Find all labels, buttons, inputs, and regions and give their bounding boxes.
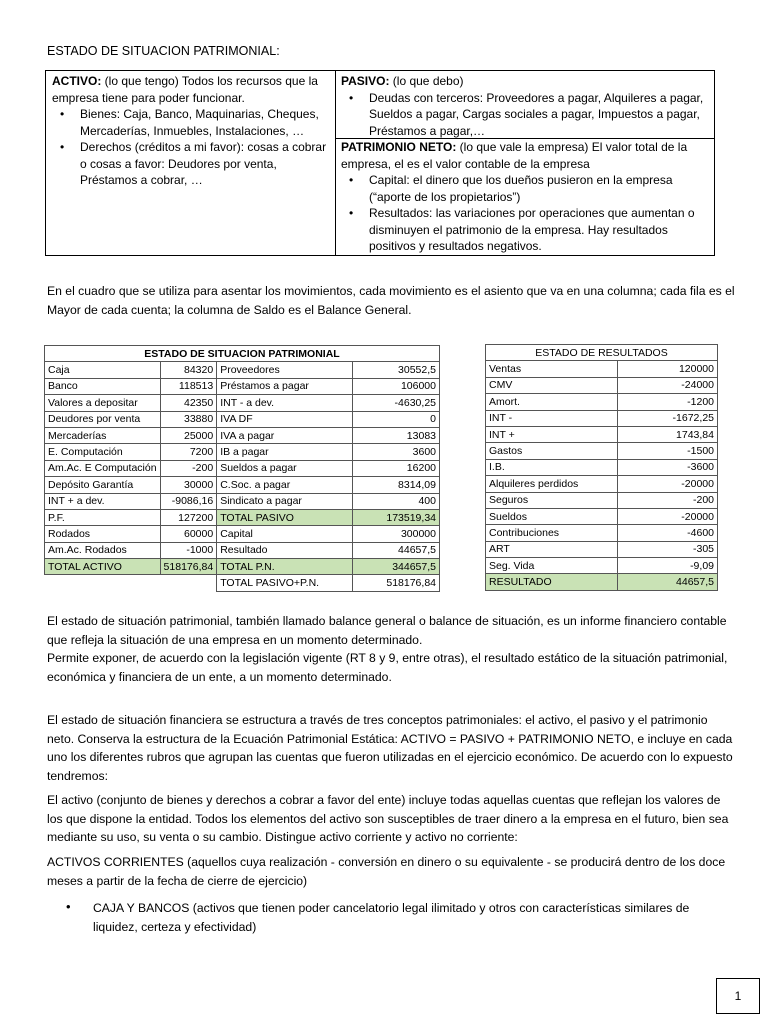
table-row <box>45 427 440 443</box>
account-name: TOTAL P.N. <box>217 559 352 575</box>
account-value: 300000 <box>352 526 439 542</box>
account-name: Depósito Garantía <box>45 477 161 493</box>
table-row <box>45 444 440 460</box>
account-value: 60000 <box>160 526 217 542</box>
table-row <box>45 411 440 427</box>
account-name: E. Computación <box>45 444 161 460</box>
result-name: CMV <box>486 377 618 393</box>
account-name: Am.Ac. E Computación <box>45 460 161 476</box>
table-row <box>486 508 718 524</box>
result-name: INT + <box>486 426 618 442</box>
account-value: 42350 <box>160 395 217 411</box>
balance-title: ESTADO DE SITUACION PATRIMONIAL <box>45 346 440 362</box>
table-row <box>486 410 718 426</box>
activo-cell <box>52 73 332 189</box>
account-value: -4630,25 <box>352 395 439 411</box>
account-name: IVA a pagar <box>217 427 352 443</box>
account-name: Resultado <box>217 542 352 558</box>
result-name: Ventas <box>486 361 618 377</box>
table-divider-vertical <box>335 71 336 255</box>
result-name: Amort. <box>486 394 618 410</box>
account-name: TOTAL PASIVO <box>217 509 352 525</box>
pasivo-title: PASIVO: <box>341 74 390 88</box>
patrimonio-item-capital: • Capital: el dinero que los dueños pusieron en la empresa (“aporte de los propietarios”) <box>341 172 711 205</box>
result-value: -4600 <box>617 525 717 541</box>
document-heading: ESTADO DE SITUACION PATRIMONIAL: <box>47 44 280 58</box>
account-name: Préstamos a pagar <box>217 378 352 394</box>
balance-sheet-table <box>44 345 440 592</box>
result-value: -305 <box>617 541 717 557</box>
account-value: 400 <box>352 493 439 509</box>
table-row <box>486 361 718 377</box>
account-value: 518176,84 <box>160 559 217 575</box>
result-value: 1743,84 <box>617 426 717 442</box>
account-value: 30000 <box>160 477 217 493</box>
paragraph-activo: El activo (conjunto de bienes y derechos a cobrar a favor del ente) incluye todas aquellas cuentas que reflejan los valores de los que dispone la entidad. Todos los elementos del activo son susceptibles de traer dinero a la empresa en el futuro, bien sea mediante su uso, su venta o su cambio. Distingue activo corriente y activo no corriente: <box>47 793 729 844</box>
account-value <box>160 575 217 591</box>
result-name: ART <box>486 541 618 557</box>
result-value: -24000 <box>617 377 717 393</box>
result-value: -9,09 <box>617 558 717 574</box>
table-row <box>486 426 718 442</box>
account-value: 84320 <box>160 362 217 378</box>
account-name: Rodados <box>45 526 161 542</box>
table-row <box>45 575 440 591</box>
table-row <box>486 541 718 557</box>
account-name: IVA DF <box>217 411 352 427</box>
result-value: -1200 <box>617 394 717 410</box>
result-value: -20000 <box>617 476 717 492</box>
account-value: 16200 <box>352 460 439 476</box>
table-row <box>486 459 718 475</box>
table-row <box>45 542 440 558</box>
account-value: 25000 <box>160 427 217 443</box>
account-value: 127200 <box>160 509 217 525</box>
activo-item-bienes: • Bienes: Caja, Banco, Maquinarias, Cheques, Mercaderías, Inmuebles, Instalaciones, … <box>52 106 332 139</box>
account-value: 344657,5 <box>352 559 439 575</box>
pasivo-intro: (lo que debo) <box>389 74 464 88</box>
account-value: 118513 <box>160 378 217 394</box>
table-row <box>45 477 440 493</box>
account-name: Sueldos a pagar <box>217 460 352 476</box>
result-name: RESULTADO <box>486 574 618 590</box>
table-row <box>45 395 440 411</box>
account-name: Sindicato a pagar <box>217 493 352 509</box>
account-value: 518176,84 <box>352 575 439 591</box>
pasivo-cell <box>341 73 711 139</box>
result-value: 120000 <box>617 361 717 377</box>
account-value: 0 <box>352 411 439 427</box>
paragraph-legislacion: Permite exponer, de acuerdo con la legislación vigente (RT 8 y 9, entre otras), el resultado estático de la situación patrimonial, económica y financiera de un ente, a un momento determinado. <box>47 651 728 684</box>
table-row <box>45 460 440 476</box>
account-name: INT - a dev. <box>217 395 352 411</box>
result-name: Contribuciones <box>486 525 618 541</box>
bullet-caja-bancos: CAJA Y BANCOS (activos que tienen poder cancelatorio legal ilimitado y otros con características similares de liquidez, certeza y efectividad) <box>93 901 690 934</box>
table-row <box>45 362 440 378</box>
account-name: TOTAL PASIVO+P.N. <box>217 575 352 591</box>
result-name: Alquileres perdidos <box>486 476 618 492</box>
result-name: Gastos <box>486 443 618 459</box>
results-title: ESTADO DE RESULTADOS <box>486 345 718 361</box>
account-value: 44657,5 <box>352 542 439 558</box>
result-name: I.B. <box>486 459 618 475</box>
account-name: IB a pagar <box>217 444 352 460</box>
pasivo-item-deudas: • Deudas con terceros: Proveedores a pagar, Alquileres a pagar, Sueldos a pagar, Cargas sociales a pagar, Impuestos a pagar, Préstamos a pagar,… <box>341 90 711 140</box>
account-name: Deudores por venta <box>45 411 161 427</box>
table-row <box>486 443 718 459</box>
patrimonio-item-resultados: • Resultados: las variaciones por operaciones que aumentan o disminuyen el patrimonio de la empresa. Hay resultados positivos y resultados negativos. <box>341 205 711 255</box>
account-value: 8314,09 <box>352 477 439 493</box>
result-name: INT - <box>486 410 618 426</box>
table-row <box>486 525 718 541</box>
summary-table <box>45 70 715 256</box>
account-value: -9086,16 <box>160 493 217 509</box>
result-value: -200 <box>617 492 717 508</box>
account-value: 173519,34 <box>352 509 439 525</box>
result-value: -1672,25 <box>617 410 717 426</box>
bullet-icon: • <box>66 899 71 914</box>
account-name <box>45 575 161 591</box>
account-name: TOTAL ACTIVO <box>45 559 161 575</box>
table-row <box>45 559 440 575</box>
account-name: Banco <box>45 378 161 394</box>
account-value: 13083 <box>352 427 439 443</box>
account-name: INT + a dev. <box>45 493 161 509</box>
table-row <box>45 378 440 394</box>
table-row <box>486 492 718 508</box>
account-name: Capital <box>217 526 352 542</box>
table-row <box>45 509 440 525</box>
table-row <box>486 377 718 393</box>
account-value: 106000 <box>352 378 439 394</box>
patrimonio-title: PATRIMONIO NETO: <box>341 140 457 154</box>
account-value: 3600 <box>352 444 439 460</box>
result-name: Seg. Vida <box>486 558 618 574</box>
account-value: 33880 <box>160 411 217 427</box>
table-row <box>486 574 718 590</box>
account-value: -1000 <box>160 542 217 558</box>
account-name: Mercaderías <box>45 427 161 443</box>
account-name: Caja <box>45 362 161 378</box>
account-value: 30552,5 <box>352 362 439 378</box>
income-statement-table <box>485 344 718 591</box>
result-value: -20000 <box>617 508 717 524</box>
table-row <box>45 493 440 509</box>
table-row <box>45 526 440 542</box>
patrimonio-cell <box>341 139 711 255</box>
result-value: 44657,5 <box>617 574 717 590</box>
account-value: 7200 <box>160 444 217 460</box>
activo-item-derechos: • Derechos (créditos a mi favor): cosas a cobrar o cosas a favor: Deudores por venta, Préstamos a cobrar, … <box>52 139 332 189</box>
result-name: Seguros <box>486 492 618 508</box>
table-row <box>486 394 718 410</box>
account-name: Am.Ac. Rodados <box>45 542 161 558</box>
account-name: P.F. <box>45 509 161 525</box>
activo-intro: (lo que tengo) Todos los recursos que la empresa tiene para poder funcionar. <box>52 74 318 105</box>
paragraph-estructura: El estado de situación financiera se estructura a través de tres conceptos patrimoniales: el activo, el pasivo y el patrimonio neto. Conserva la estructura de la Ecuación Patrimonial Estática: ACTIVO = PASIVO + PATRIMONIO NETO, e incluye en cada uno los diferentes rubros que agrupan las cuentas que fueron utilizadas en el ejercicio económico. De acuerdo con lo expuesto tendremos: <box>47 713 733 783</box>
table-row <box>486 558 718 574</box>
page-number: 1 <box>716 978 760 1014</box>
account-name: Proveedores <box>217 362 352 378</box>
paragraph-activos-corrientes: ACTIVOS CORRIENTES (aquellos cuya realización - conversión en dinero o su equivalente - se producirá dentro de los doce meses a partir de la fecha de cierre de ejercicio) <box>47 855 726 888</box>
paragraph-definicion: El estado de situación patrimonial, también llamado balance general o balance de situación, es un informe financiero contable que refleja la situación de una empresa en un momento determinado. <box>47 614 727 647</box>
result-name: Sueldos <box>486 508 618 524</box>
result-value: -3600 <box>617 459 717 475</box>
account-value: -200 <box>160 460 217 476</box>
account-name: Valores a depositar <box>45 395 161 411</box>
table-row <box>486 476 718 492</box>
activo-title: ACTIVO: <box>52 74 102 88</box>
patrimonio-intro: (lo que vale la empresa) El valor total de la empresa, el es el valor contable de la empresa <box>341 140 688 171</box>
paragraph-cuadro: En el cuadro que se utiliza para asentar los movimientos, cada movimiento es el asiento que va en una columna; cada fila es el Mayor de cada cuenta; la columna de Saldo es el Balance General. <box>47 284 735 317</box>
account-name: C.Soc. a pagar <box>217 477 352 493</box>
result-value: -1500 <box>617 443 717 459</box>
